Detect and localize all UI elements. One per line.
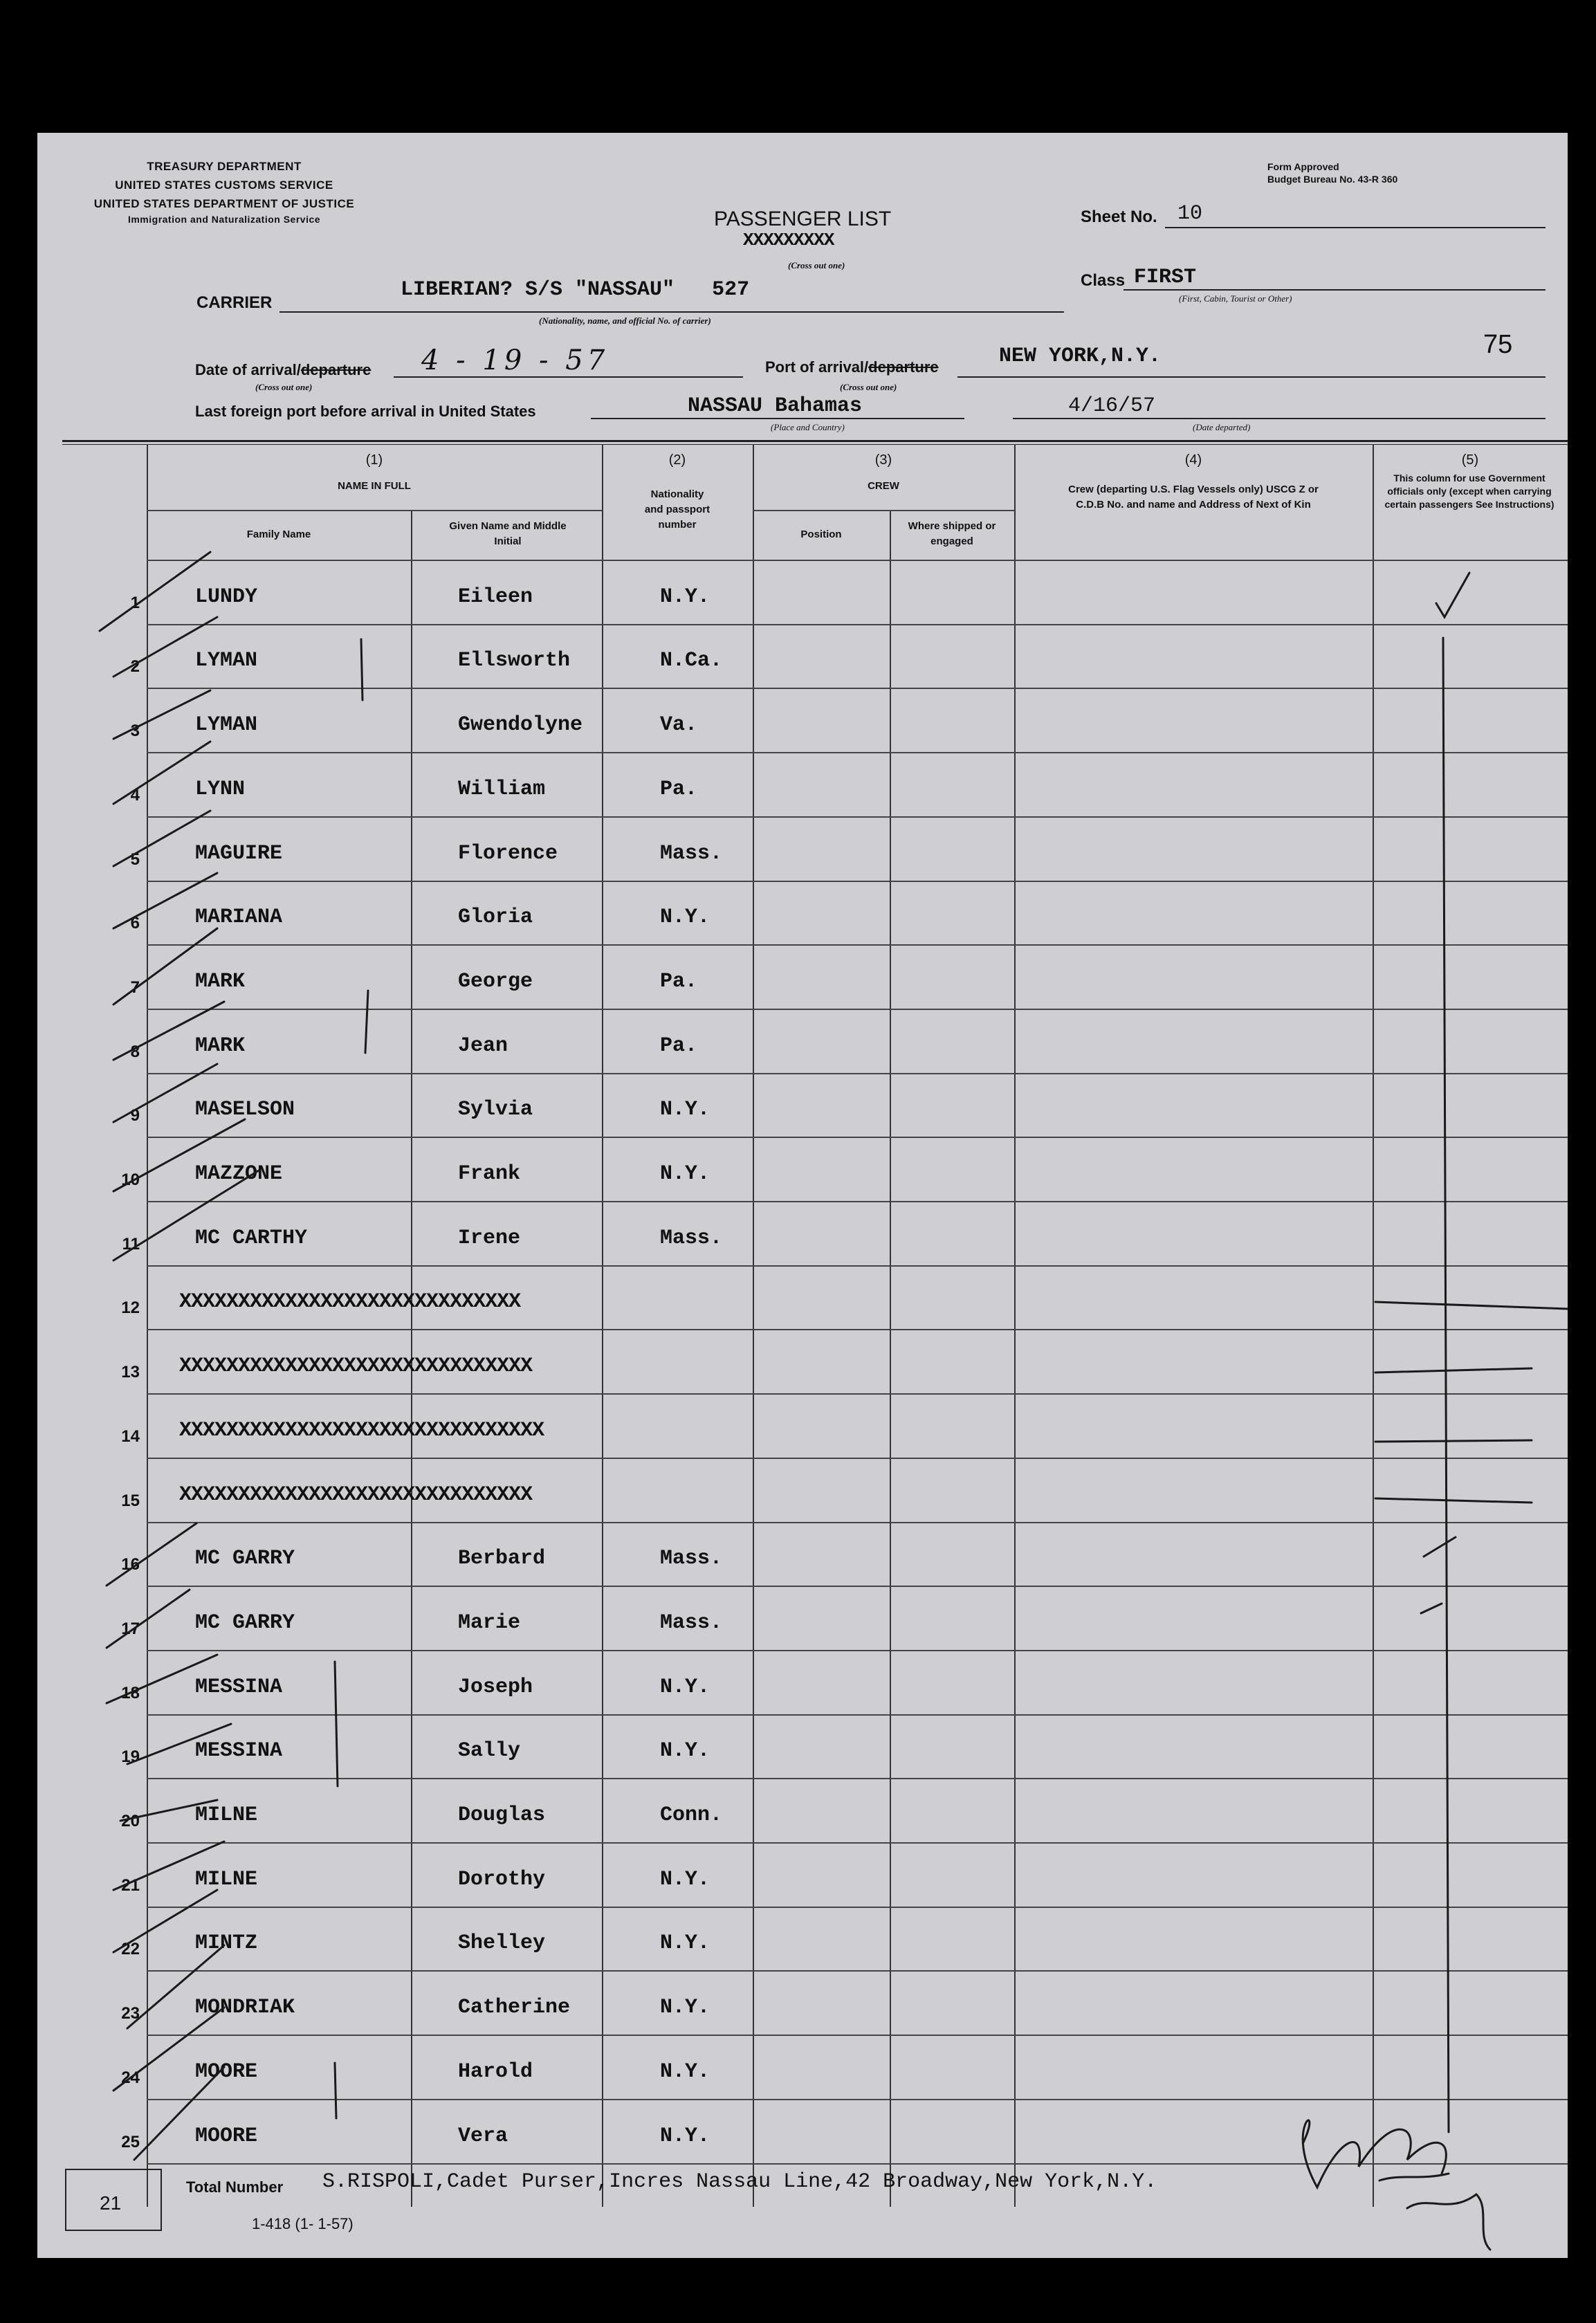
given-name: Florence	[458, 842, 558, 865]
passenger-list-sheet	[37, 133, 1568, 2258]
sheet-value: 10	[1177, 202, 1203, 226]
row-number: 10	[121, 1170, 140, 1189]
tick-mark	[113, 811, 210, 866]
nationality: N.Y.	[660, 585, 710, 609]
row-number: 9	[130, 1106, 140, 1125]
tick-mark	[113, 928, 217, 1004]
check-mark	[1424, 1537, 1456, 1557]
row-number: 8	[130, 1043, 140, 1061]
struck-entry: XXXXXXXXXXXXXXXXXXXXXXXXXXXXXX	[179, 1355, 533, 1378]
given-name: George	[458, 970, 533, 993]
given-name: Berbard	[458, 1547, 546, 1570]
col3-position: Position	[800, 529, 842, 540]
row-number: 21	[121, 1876, 140, 1895]
dept-line-4: Immigration and Naturalization Service	[127, 214, 321, 225]
dept-line-1: TREASURY DEPARTMENT	[147, 160, 302, 173]
given-name: Vera	[458, 2124, 508, 2148]
nationality: N.Y.	[660, 1098, 710, 1121]
class-caption: (First, Cabin, Tourist or Other)	[1179, 293, 1292, 304]
family-name: LYNN	[195, 778, 246, 801]
given-name: Sylvia	[458, 1098, 533, 1121]
tick-mark	[134, 2067, 224, 2160]
tick-mark	[100, 552, 210, 631]
col3-number: (3)	[874, 452, 892, 468]
given-name: Dorothy	[458, 1868, 546, 1891]
tick-mark	[107, 1655, 217, 1703]
given-name: Gloria	[458, 906, 533, 929]
row-number: 14	[121, 1427, 140, 1446]
given-name: Joseph	[458, 1675, 533, 1699]
date-caption: (Cross out one)	[255, 382, 313, 392]
row-number: 11	[122, 1235, 140, 1254]
family-name: MC GARRY	[195, 1547, 295, 1570]
col4-title: Crew (departing U.S. Flag Vessels only) USCG Z or C.D.B No. and name and Address of Next of Kin	[1068, 484, 1319, 511]
family-name: MILNE	[195, 1868, 258, 1891]
form-approved-line-2: Budget Bureau No. 43-R 360	[1267, 174, 1398, 185]
handwritten-marks	[37, 133, 1568, 2258]
nationality: Pa.	[660, 1034, 698, 1058]
row-number: 13	[121, 1363, 140, 1381]
given-name: Irene	[458, 1227, 521, 1250]
column5-line	[1375, 1440, 1532, 1442]
given-name: Catherine	[458, 1996, 571, 2019]
nationality: Va.	[660, 713, 698, 737]
row-number: 24	[121, 2068, 140, 2087]
given-name: William	[458, 778, 546, 801]
family-name: LUNDY	[195, 585, 258, 609]
tick-mark	[113, 873, 217, 928]
date-departed-caption: (Date departed)	[1193, 422, 1251, 432]
row-number: 7	[130, 978, 140, 997]
handwritten-line	[361, 639, 363, 700]
family-name: MAGUIRE	[195, 842, 283, 865]
nationality: N.Y.	[660, 2124, 710, 2148]
tick-mark	[107, 1590, 190, 1648]
row-number: 4	[130, 786, 140, 805]
carrier-caption: (Nationality, name, and official No. of carrier)	[539, 315, 711, 326]
family-name: MINTZ	[195, 1931, 258, 1955]
row-number: 6	[130, 914, 140, 933]
col2-title: Nationality and passport number	[644, 488, 710, 531]
row-number: 25	[121, 2133, 140, 2151]
col3-title: CREW	[868, 480, 899, 492]
date-label: Date of arrival/	[195, 361, 301, 378]
port-label-struck: departure	[868, 358, 939, 376]
given-name: Gwendolyne	[458, 713, 583, 737]
family-name: MARIANA	[195, 906, 283, 929]
date-departed-value: 4/16/57	[1068, 394, 1156, 418]
nationality: Mass.	[660, 1547, 723, 1570]
col1-number: (1)	[365, 452, 383, 468]
nationality: Conn.	[660, 1803, 723, 1827]
given-name: Sally	[458, 1739, 521, 1763]
row-number: 1	[130, 594, 140, 612]
class-label: Class	[1081, 271, 1126, 290]
given-name: Marie	[458, 1611, 521, 1635]
struck-entry: XXXXXXXXXXXXXXXXXXXXXXXXXXXXX	[179, 1290, 521, 1314]
last-port-value: NASSAU Bahamas	[688, 394, 863, 418]
family-name: MASELSON	[195, 1098, 295, 1121]
page-title: PASSENGER LIST	[714, 208, 892, 230]
row-number: 23	[121, 2004, 140, 2023]
tick-mark	[113, 1842, 224, 1890]
nationality: N.Y.	[660, 1931, 710, 1955]
tick-mark	[113, 690, 210, 739]
tick-mark	[113, 1170, 259, 1260]
given-name: Eileen	[458, 585, 533, 609]
check-mark	[1436, 573, 1469, 617]
family-name: MC CARTHY	[195, 1227, 308, 1250]
tick-mark	[113, 1890, 217, 1952]
carrier-label: CARRIER	[196, 293, 273, 312]
tick-mark	[113, 2008, 224, 2091]
nationality: Mass.	[660, 1611, 723, 1635]
nationality: Mass.	[660, 842, 723, 865]
title-cross-out-caption: (Cross out one)	[788, 260, 845, 270]
nationality: N.Y.	[660, 1162, 710, 1186]
check-mark	[1421, 1604, 1442, 1613]
given-name: Harold	[458, 2060, 533, 2084]
nationality: Pa.	[660, 778, 698, 801]
given-name: Jean	[458, 1034, 508, 1058]
family-name: MESSINA	[195, 1739, 283, 1763]
port-label: Port of arrival/	[765, 358, 869, 376]
date-label-struck: departure	[300, 361, 372, 378]
date-value: 4 - 19 - 57	[421, 345, 609, 376]
col1-given-name: Given Name and Middle Initial	[449, 520, 567, 547]
page-stamp: 75	[1483, 330, 1513, 359]
port-value: NEW YORK,N.Y.	[999, 345, 1162, 368]
family-name: MONDRIAK	[195, 1996, 295, 2019]
family-name: MILNE	[195, 1803, 258, 1827]
family-name: MC GARRY	[195, 1611, 295, 1635]
tick-mark	[113, 1119, 245, 1191]
col1-title: NAME IN FULL	[338, 480, 411, 492]
dept-line-3: UNITED STATES DEPARTMENT OF JUSTICE	[93, 197, 355, 210]
form-number: 1-418 (1- 1-57)	[252, 2215, 354, 2232]
given-name: Frank	[458, 1162, 521, 1186]
family-name: LYMAN	[195, 649, 258, 672]
nationality: N.Y.	[660, 1675, 710, 1699]
family-name: LYMAN	[195, 713, 258, 737]
tick-mark	[127, 1945, 224, 2028]
col4-number: (4)	[1184, 452, 1202, 468]
last-port-label: Last foreign port before arrival in United States	[195, 403, 536, 420]
given-name: Douglas	[458, 1803, 546, 1827]
row-number: 16	[121, 1555, 140, 1574]
carrier-value: LIBERIAN? S/S "NASSAU" 527	[401, 278, 750, 302]
column5-line	[1443, 638, 1449, 2132]
row-number: 22	[121, 1940, 140, 1958]
family-name: MARK	[195, 970, 246, 993]
row-number: 3	[130, 722, 140, 740]
title-struck: XXXXXXXXX	[743, 230, 834, 250]
nationality: Mass.	[660, 1227, 723, 1250]
family-name: MESSINA	[195, 1675, 283, 1699]
total-number-label: Total Number	[186, 2178, 284, 2196]
col3-where-shipped: Where shipped or engaged	[908, 520, 996, 547]
family-name: MARK	[195, 1034, 246, 1058]
tick-mark	[113, 617, 217, 677]
row-number: 18	[121, 1684, 140, 1702]
family-name: MOORE	[195, 2124, 258, 2148]
signature-scribble	[1303, 2120, 1490, 2250]
nationality: N.Y.	[660, 1739, 710, 1763]
tick-mark	[113, 742, 210, 804]
nationality: N.Ca.	[660, 649, 723, 672]
family-name: MOORE	[195, 2060, 258, 2084]
last-port-caption: (Place and Country)	[771, 422, 845, 432]
port-caption: (Cross out one)	[840, 382, 897, 392]
struck-entry: XXXXXXXXXXXXXXXXXXXXXXXXXXXXXXX	[179, 1419, 544, 1442]
total-box-value: 21	[100, 2192, 122, 2214]
sheet-label: Sheet No.	[1081, 208, 1157, 226]
col1-family-name: Family Name	[246, 529, 311, 540]
nationality: N.Y.	[660, 1868, 710, 1891]
nationality: N.Y.	[660, 906, 710, 929]
signature-line: S.RISPOLI,Cadet Purser,Incres Nassau Line,42 Broadway,New York,N.Y.	[322, 2170, 1157, 2194]
column5-line	[1375, 1302, 1568, 1309]
column5-line	[1375, 1368, 1532, 1372]
family-name: MAZZONE	[195, 1162, 283, 1186]
row-number: 17	[121, 1619, 140, 1638]
dept-line-2: UNITED STATES CUSTOMS SERVICE	[115, 178, 333, 192]
handwritten-line	[335, 1662, 338, 1786]
row-number: 12	[121, 1298, 140, 1317]
row-number: 5	[130, 850, 140, 869]
col5-title: This column for use Government officials only (except when carrying certain passengers See Instructions)	[1384, 472, 1554, 510]
form-approved-line-1: Form Approved	[1267, 161, 1339, 172]
tick-mark	[120, 1800, 217, 1821]
tick-mark	[127, 1724, 231, 1764]
handwritten-line	[365, 991, 368, 1053]
tick-mark	[113, 1064, 217, 1122]
nationality: N.Y.	[660, 2060, 710, 2084]
column5-line	[1375, 1498, 1532, 1503]
row-number: 2	[130, 657, 140, 676]
nationality: Pa.	[660, 970, 698, 993]
tick-mark	[113, 1002, 224, 1060]
given-name: Ellsworth	[458, 649, 571, 672]
struck-entry: XXXXXXXXXXXXXXXXXXXXXXXXXXXXXX	[179, 1483, 533, 1507]
col2-number: (2)	[668, 452, 686, 468]
row-number: 15	[121, 1491, 140, 1510]
row-number: 20	[121, 1812, 140, 1830]
tick-mark	[107, 1523, 196, 1586]
given-name: Shelley	[458, 1931, 546, 1955]
nationality: N.Y.	[660, 1996, 710, 2019]
col5-number: (5)	[1461, 452, 1479, 468]
handwritten-line	[335, 2063, 336, 2118]
class-value: FIRST	[1134, 266, 1197, 289]
row-number: 19	[121, 1747, 140, 1766]
